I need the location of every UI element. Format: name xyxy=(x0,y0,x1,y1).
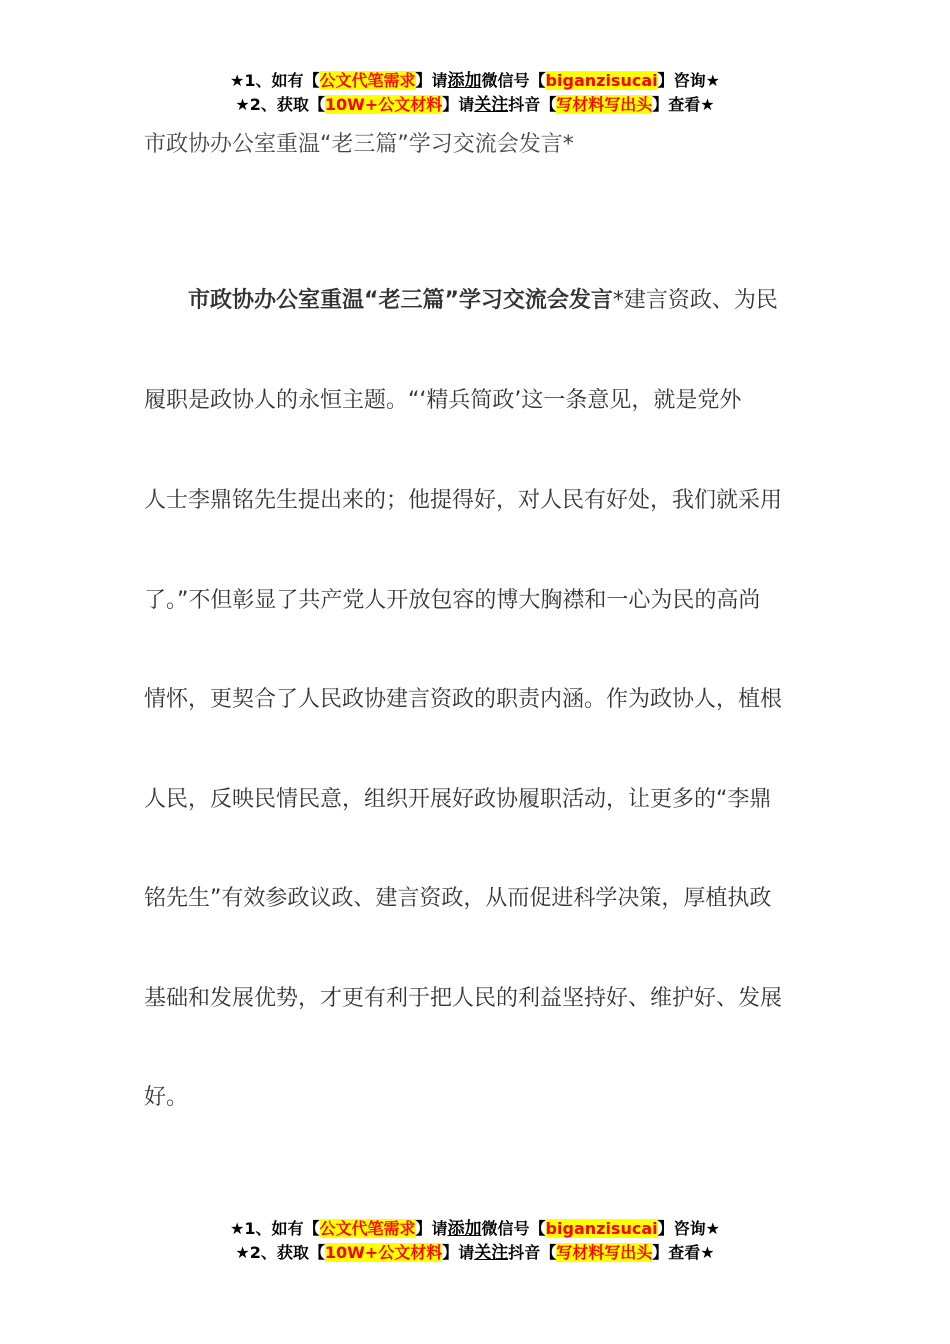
paragraph-line: 基础和发展优势，才更有利于把人民的利益坚持好、维护好、发展 xyxy=(144,986,783,1011)
paragraph-text: *建言资政、为民 xyxy=(612,288,778,313)
paragraph-line: 人民，反映民情民意，组织开展好政协履职活动，让更多的“李鼎 xyxy=(144,787,772,812)
wechat-id-highlight: biganzisucai xyxy=(545,1219,658,1238)
add-emphasis: 添加 xyxy=(447,71,482,91)
follow-emphasis: 关注 xyxy=(474,1243,509,1263)
promo-text: 】请 xyxy=(442,95,475,114)
paragraph-line: 人士李鼎铭先生提出来的；他提得好，对人民有好处，我们就采用 xyxy=(144,488,783,513)
service-highlight: 公文代笔需求 xyxy=(319,71,416,90)
promo-text: ★2、获取【 xyxy=(235,1243,325,1262)
promo-text: 微信号【 xyxy=(481,1219,546,1238)
paragraph-line: 了。”不但彰显了共产党人开放包容的博大胸襟和一心为民的高尚 xyxy=(144,588,761,613)
douyin-highlight: 写材料写出头 xyxy=(556,95,653,114)
wechat-id-highlight: biganzisucai xyxy=(545,71,658,90)
materials-highlight: 10W+公文材料 xyxy=(324,1243,443,1262)
promo-text: ★1、如有【 xyxy=(230,1219,320,1238)
paragraph-first-line xyxy=(188,286,778,316)
promo-text: 抖音【 xyxy=(508,95,557,114)
promo-line-1 xyxy=(0,1217,950,1241)
promo-text: 】查看★ xyxy=(652,1243,715,1262)
promo-text: 】请 xyxy=(415,1219,448,1238)
paragraph-line: 好。 xyxy=(144,1085,189,1110)
promo-text: 】查看★ xyxy=(652,95,715,114)
follow-emphasis: 关注 xyxy=(474,95,509,115)
promo-text: 抖音【 xyxy=(508,1243,557,1262)
promo-line-2 xyxy=(0,93,950,117)
promo-text: 微信号【 xyxy=(481,71,546,90)
paragraph-line: 铭先生”有效参政议政、建言资政，从而促进科学决策，厚植执政 xyxy=(144,886,772,911)
promo-text: 】请 xyxy=(442,1243,475,1262)
promo-header xyxy=(0,69,950,117)
promo-text: ★1、如有【 xyxy=(230,71,320,90)
paragraph-line: 情怀，更契合了人民政协建言资政的职责内涵。作为政协人，植根 xyxy=(144,687,783,712)
materials-highlight: 10W+公文材料 xyxy=(324,95,443,114)
service-highlight: 公文代笔需求 xyxy=(319,1219,416,1238)
promo-text: ★2、获取【 xyxy=(235,95,325,114)
promo-text: 】咨询★ xyxy=(657,71,720,90)
document-title: 市政协办公室重温“老三篇”学习交流会发言* xyxy=(144,132,574,157)
promo-footer xyxy=(0,1217,950,1265)
douyin-highlight: 写材料写出头 xyxy=(556,1243,653,1262)
add-emphasis: 添加 xyxy=(447,1219,482,1239)
promo-line-1 xyxy=(0,69,950,93)
speech-heading: 市政协办公室重温“老三篇”学习交流会发言 xyxy=(188,288,613,313)
promo-text: 】请 xyxy=(415,71,448,90)
promo-text: 】咨询★ xyxy=(657,1219,720,1238)
paragraph-line: 履职是政协人的永恒主题。“‘精兵简政’这一条意见，就是党外 xyxy=(144,388,742,413)
promo-line-2 xyxy=(0,1241,950,1265)
